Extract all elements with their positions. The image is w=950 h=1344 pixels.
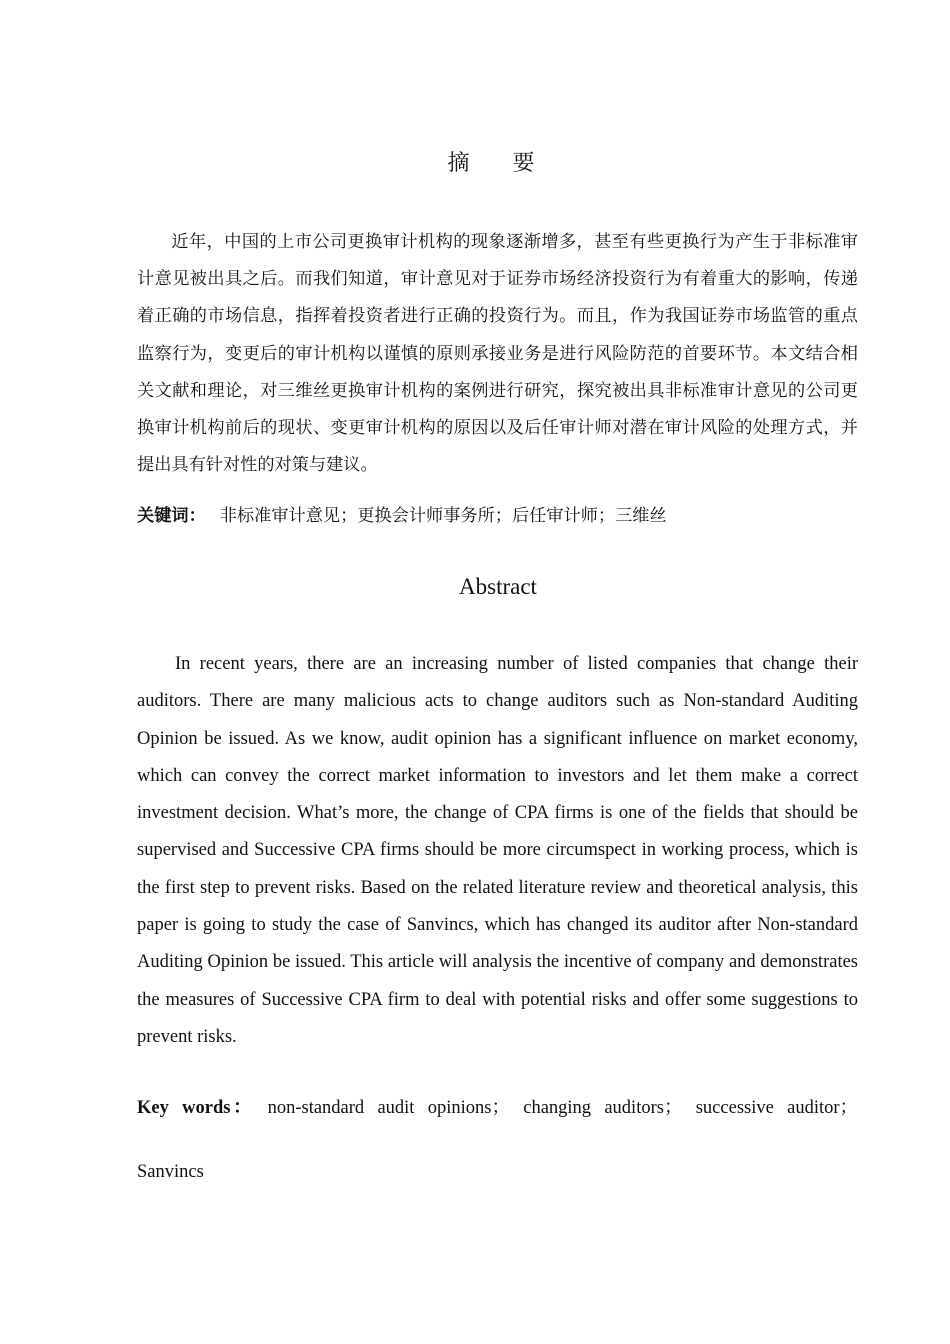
chinese-keywords-label: 关键词： xyxy=(137,506,206,526)
english-keywords-text: non-standard audit opinions； changing auditors； successive auditor； Sanvincs xyxy=(137,1098,859,1182)
english-keywords xyxy=(137,1076,858,1204)
english-abstract-title: Abstract xyxy=(459,574,537,599)
english-abstract-body: In recent years, there are an increasing number of listed companies that change their auditors. There are many malicious acts to change auditors such as Non-standard Auditing Opinion be issued. As we know, audit opinion has a significant influence on market economy, which can convey the correct market information to investors and let them make a correct investment decision. What’s more, the change of CPA firms is one of the fields that should be supervised and Successive CPA firms should be more circumspect in working process, which is the first step to prevent risks. Based on the related literature review and theoretical analysis, this paper is going to study the case of Sanvincs, which has changed its auditor after Non-standard Auditing Opinion be issued. This article will analysis the incentive of company and demonstrates the measures of Successive CPA firm to deal with potential risks and offer some suggestions to prevent risks. xyxy=(137,654,858,1047)
english-keywords-label: Key words： xyxy=(137,1098,255,1118)
chinese-abstract-title: 摘 要 xyxy=(447,151,553,176)
chinese-abstract-body: 近年，中国的上市公司更换审计机构的现象逐渐增多，甚至有些更换行为产生于非标准审计意见被出具之后。而我们知道，审计意见对于证券市场经济投资行为有着重大的影响，传递着正确的市场信息，指挥着投资者进行正确的投资行为。而且，作为我国证券市场监管的重点监察行为，变更后的审计机构以谨慎的原则承接业务是进行风险防范的首要环节。本文结合相关文献和理论，对三维丝更换审计机构的案例进行研究，探究被出具非标准审计意见的公司更换审计机构前后的现状、变更审计机构的原因以及后任审计师对潜在审计风险的处理方式，并提出具有针对性的对策与建议。 xyxy=(137,232,858,476)
chinese-keywords xyxy=(137,502,858,530)
chinese-keywords-text: 非标准审计意见；更换会计师事务所；后任审计师；三维丝 xyxy=(219,506,667,526)
